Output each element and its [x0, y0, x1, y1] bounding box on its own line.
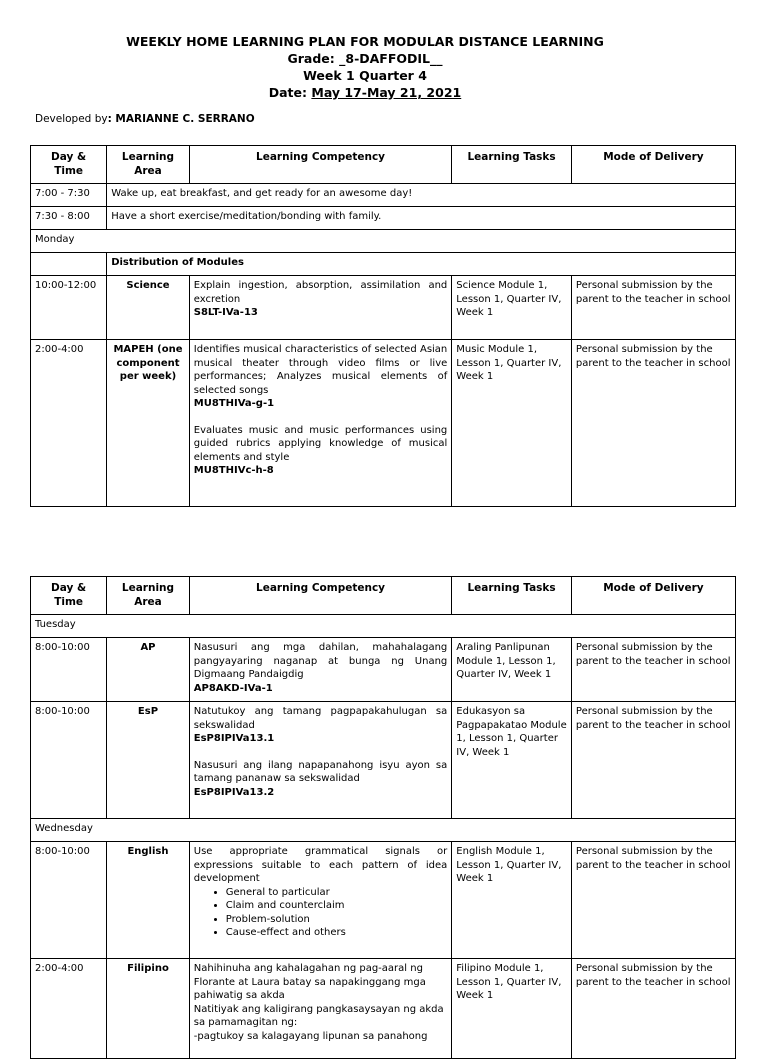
cell-area: EsP	[107, 702, 190, 819]
cell-time: 10:00-12:00	[31, 276, 107, 340]
developer-line	[35, 113, 255, 125]
table-row	[31, 702, 736, 819]
cell-area: AP	[107, 638, 190, 702]
competency-text: Nasusuri ang ilang napapanahong isyu ayon sa tamang pananaw sa sekswalidad	[193, 759, 448, 784]
table-row	[31, 253, 736, 276]
developer-name: : MARIANNE C. SERRANO	[107, 113, 255, 125]
day-row	[31, 819, 736, 842]
week-line: Week 1 Quarter 4	[303, 68, 427, 83]
col-learning-tasks: Learning Tasks	[452, 577, 572, 615]
cell-competency	[189, 959, 452, 1059]
cell-competency	[189, 276, 452, 340]
day-row	[31, 230, 736, 253]
col-learning-area: Learning Area	[107, 146, 190, 184]
grade-value: _8-DAFFODIL__	[339, 51, 443, 66]
plan-table-2	[30, 576, 736, 1059]
competency-text: Natitiyak ang kaligirang pangkasaysayan ng akda sa pamamagitan ng:	[193, 1003, 444, 1028]
cell-mode: Personal submission by the parent to the teacher in school	[571, 842, 735, 959]
table-row	[31, 207, 736, 230]
cell-mode: Personal submission by the parent to the teacher in school	[571, 959, 735, 1059]
plan-title: WEEKLY HOME LEARNING PLAN FOR MODULAR DISTANCE LEARNING	[126, 34, 604, 49]
cell-task: English Module 1, Lesson 1, Quarter IV, Week 1	[452, 842, 572, 959]
col-learning-tasks: Learning Tasks	[452, 146, 572, 184]
cell-time	[31, 253, 107, 276]
grade-label: Grade:	[287, 51, 335, 66]
table-row	[31, 276, 736, 340]
cell-mode: Personal submission by the parent to the teacher in school	[571, 276, 735, 340]
table-row	[31, 638, 736, 702]
date-line	[0, 84, 730, 101]
table-header-row	[31, 146, 736, 184]
grade-line	[0, 50, 730, 67]
competency-code: EsP8IPIVa13.2	[193, 786, 275, 798]
col-mode-delivery: Mode of Delivery	[571, 577, 735, 615]
cell-area: Science	[107, 276, 190, 340]
cell-time: 8:00-10:00	[31, 842, 107, 959]
col-learning-competency: Learning Competency	[189, 577, 452, 615]
cell-mode: Personal submission by the parent to the teacher in school	[571, 638, 735, 702]
day-label: Monday	[31, 230, 736, 253]
cell-task: Araling Panlipunan Module 1, Lesson 1, Quarter IV, Week 1	[452, 638, 572, 702]
competency-text: Nahihinuha ang kahalagahan ng pag-aaral ng Florante at Laura batay sa napakinggang mga pahiwatig sa akda	[193, 963, 426, 1001]
cell-area: Filipino	[107, 959, 190, 1059]
cell-time: 7:00 - 7:30	[31, 184, 107, 207]
day-row	[31, 615, 736, 638]
cell-mode: Personal submission by the parent to the teacher in school	[571, 702, 735, 819]
cell-task: Edukasyon sa Pagpapakatao Module 1, Lesson 1, Quarter IV, Week 1	[452, 702, 572, 819]
competency-text: Natutukoy ang tamang pagpapakahulugan sa sekswalidad	[193, 706, 448, 731]
list-item: • Claim and counterclaim	[226, 899, 448, 913]
plan-header	[0, 33, 730, 101]
list-item: • Problem-solution	[226, 913, 448, 927]
cell-activity: Wake up, eat breakfast, and get ready for an awesome day!	[107, 184, 736, 207]
competency-text: Evaluates music and music performances using guided rubrics applying knowledge of musical elements and style	[193, 424, 448, 463]
col-learning-competency: Learning Competency	[189, 146, 452, 184]
cell-area: English	[107, 842, 190, 959]
list-item: • Cause-effect and others	[226, 926, 448, 940]
cell-competency	[189, 842, 452, 959]
day-label: Wednesday	[31, 819, 736, 842]
competency-text: Use appropriate grammatical signals or expressions suitable to each pattern of idea development	[193, 846, 448, 884]
pattern-list	[194, 886, 448, 940]
competency-code: MU8THIVa-g-1	[193, 398, 275, 409]
col-learning-area: Learning Area	[107, 577, 190, 615]
competency-code: MU8THIVc-h-8	[193, 465, 274, 476]
table-row	[31, 340, 736, 507]
col-day-time: Day & Time	[31, 577, 107, 615]
competency-text: Explain ingestion, absorption, assimilation and excretion	[193, 280, 448, 305]
cell-mode: Personal submission by the parent to the teacher in school	[571, 340, 735, 507]
day-label: Tuesday	[31, 615, 736, 638]
cell-competency	[189, 340, 452, 507]
cell-time: 2:00-4:00	[31, 340, 107, 507]
cell-activity: Have a short exercise/meditation/bonding with family.	[107, 207, 736, 230]
col-mode-delivery: Mode of Delivery	[571, 146, 735, 184]
date-value: May 17-May 21, 2021	[311, 85, 462, 100]
table-row	[31, 184, 736, 207]
developer-label: Developed by	[35, 113, 108, 125]
plan-table-1	[30, 145, 736, 507]
table-row	[31, 842, 736, 959]
cell-task: Music Module 1, Lesson 1, Quarter IV, Week 1	[452, 340, 572, 507]
col-day-time: Day & Time	[31, 146, 107, 184]
cell-time: 7:30 - 8:00	[31, 207, 107, 230]
table-header-row	[31, 577, 736, 615]
date-label: Date:	[268, 85, 308, 100]
distribution-label: Distribution of Modules	[107, 253, 736, 276]
cell-time: 8:00-10:00	[31, 638, 107, 702]
competency-code: EsP8IPIVa13.1	[193, 733, 275, 744]
cell-time: 8:00-10:00	[31, 702, 107, 819]
competency-code: S8LT-IVa-13	[193, 307, 258, 318]
cell-area: MAPEH (one component per week)	[107, 340, 190, 507]
cell-task: Filipino Module 1, Lesson 1, Quarter IV, Week 1	[452, 959, 572, 1059]
competency-text: Identifies musical characteristics of selected Asian musical theater through video films or live performances; Analyzes musical elements of selected songs	[193, 344, 448, 396]
competency-code: AP8AKD-IVa-1	[193, 682, 273, 694]
cell-task: Science Module 1, Lesson 1, Quarter IV, Week 1	[452, 276, 572, 340]
competency-text: Nasusuri ang mga dahilan, mahahalagang pangyayaring naganap at bunga ng Unang Digmaang Pandaigdig	[193, 642, 448, 680]
cell-competency	[189, 638, 452, 702]
cell-competency	[189, 702, 452, 819]
list-item: • General to particular	[226, 886, 448, 900]
cell-time: 2:00-4:00	[31, 959, 107, 1059]
competency-text: -pagtukoy sa kalagayang lipunan sa panahong	[193, 1030, 428, 1042]
table-row	[31, 959, 736, 1059]
